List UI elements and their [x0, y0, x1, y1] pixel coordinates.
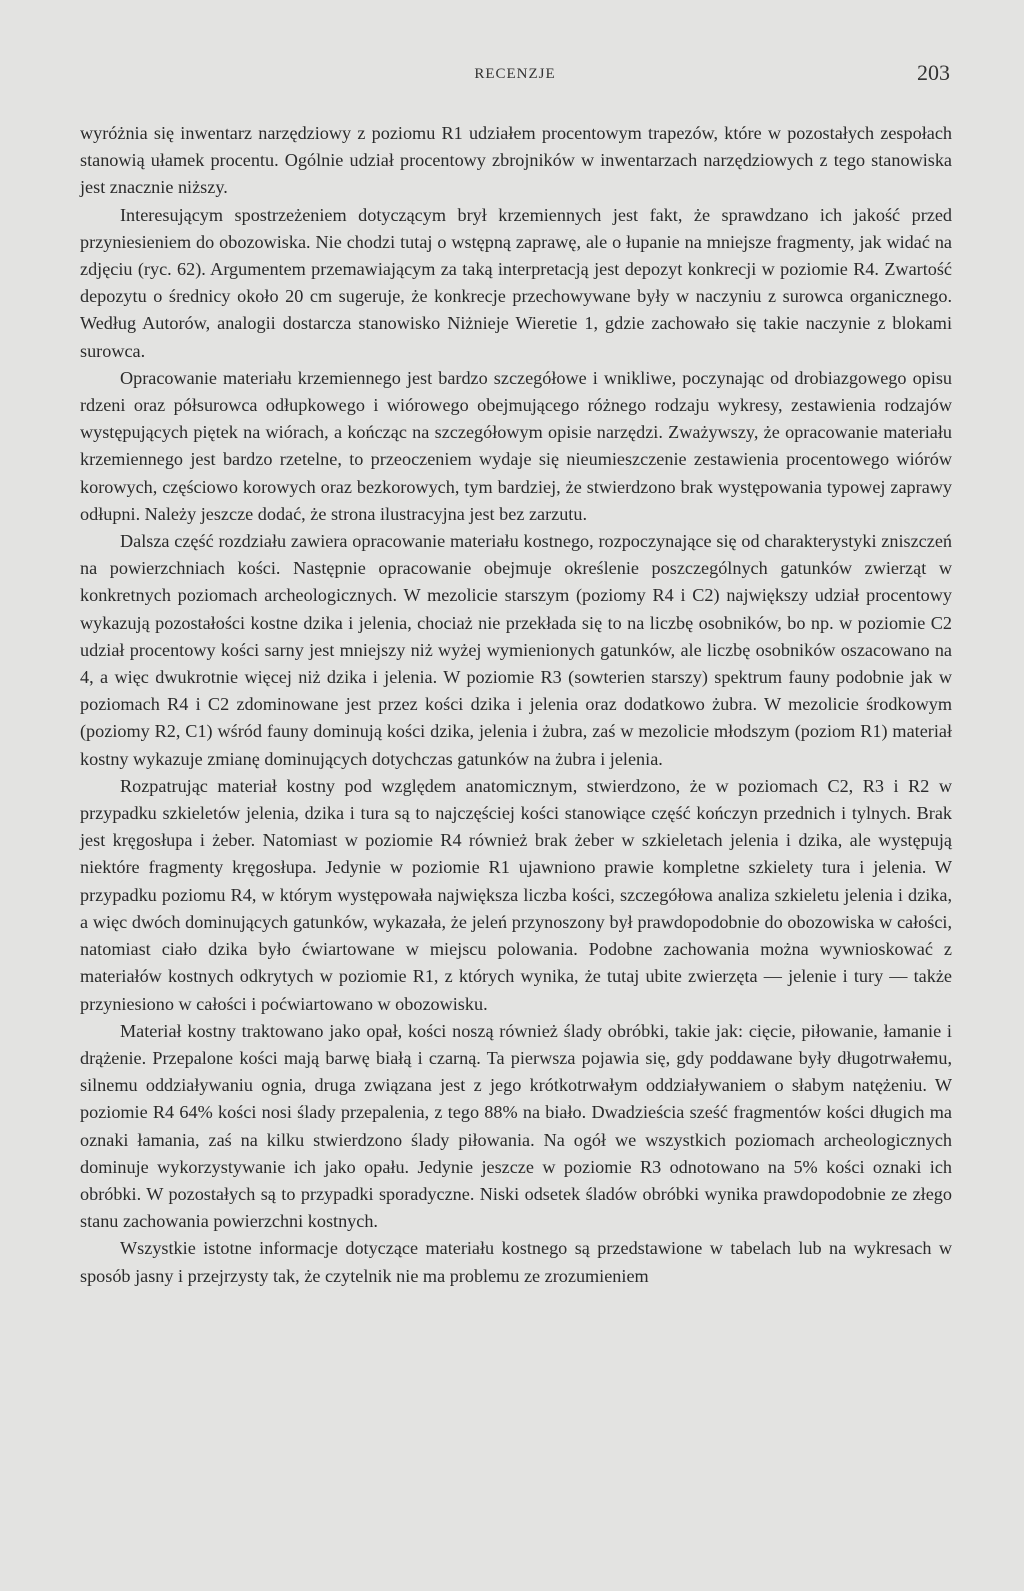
paragraph: wyróżnia się inwentarz narzędziowy z poziomu R1 udziałem procentowym trapezów, które w pozostałych zespołach stanowią ułamek procentu. Ogólnie udział procentowy zbrojników w inwentarzach narzędziowych z tego stanowiska jest znacznie niższy.: [80, 123, 952, 198]
paragraph: Wszystkie istotne informacje dotyczące materiału kostnego są przedstawione w tabelach lub na wykresach w sposób jasny i przejrzysty tak, że czytelnik nie ma problemu ze zrozumieniem: [80, 1238, 952, 1286]
paragraph: Opracowanie materiału krzemiennego jest bardzo szczegółowe i wnikliwe, poczynając od drobiazgowego opisu rdzeni oraz półsurowca odłupkowego i wiórowego obejmującego różnego rodzaju wykresy, zestawienia rodzajów występujących piętek na wiórach, a kończąc na szczegółowym opisie narzędzi. Zważywszy, że opracowanie materiału krzemiennego jest bardzo rzetelne, to przeoczeniem wydaje się nieumieszczenie zestawienia procentowego wiórów korowych, częściowo korowych oraz bezkorowych, tym bardziej, że stwierdzono brak występowania typowej zaprawy odłupni. Należy jeszcze dodać, że strona ilustracyjna jest bez zarzutu.: [80, 367, 952, 524]
paragraph: Materiał kostny traktowano jako opał, kości noszą również ślady obróbki, takie jak: cięcie, piłowanie, łamanie i drążenie. Przepalone kości mają barwę białą i czarną. Ta pierwsza pojawia się, gdy poddawane były długotrwałemu, silnemu oddziaływaniu ognia, druga związana jest z jego krótkotrwałym oddziaływaniem o słabym natężeniu. W poziomie R4 64% kości nosi ślady przepalenia, z tego 88% na biało. Dwadzieścia sześć fragmentów kości długich ma oznaki łamania, zaś na kilku stwierdzono ślady piłowania. Na ogół we wszystkich poziomach archeologicznych dominuje wykorzystywanie ich jako opału. Jedynie jeszcze w poziomie R3 odnotowano na 5% kości oznaki ich obróbki. W pozostałych są to przypadki sporadyczne. Niski odsetek śladów obróbki wynika prawdopodobnie ze złego stanu zachowania powierzchni kostnych.: [80, 1020, 952, 1232]
running-head: [80, 60, 950, 90]
section-title: RECENZJE: [474, 66, 556, 82]
paragraph: Dalsza część rozdziału zawiera opracowanie materiału kostnego, rozpoczynające się od charakterystyki zniszczeń na powierzchniach kości. Następnie opracowanie obejmuje określenie poszczególnych gatunków zwierząt w konkretnych poziomach archeologicznych. W mezolicie starszym (poziomy R4 i C2) największy udział procentowy wykazują pozostałości kostne dzika i jelenia, chociaż nie przekłada się to na liczbę osobników, bo np. w poziomie C2 udział procentowy kości sarny jest mniejszy niż wyżej wymienionych gatunków, ale liczbę osobników oszacowano na 4, a więc dwukrotnie więcej niż dzika i jelenia. W poziomie R3 (sowterien starszy) spektrum fauny podobnie jak w poziomach R4 i C2 zdominowane jest przez kości dzika i jelenia oraz dodatkowo żubra. W mezolicie środkowym (poziomy R2, C1) wśród fauny dominują kości dzika, jelenia i żubra, zaś w mezolicie młodszym (poziom R1) materiał kostny wykazuje zmianę dominujących dotychczas gatunków na żubra i jelenia.: [80, 531, 952, 769]
paragraph: Interesującym spostrzeżeniem dotyczącym brył krzemiennych jest fakt, że sprawdzano ich jakość przed przyniesieniem do obozowiska. Nie chodzi tutaj o wstępną zaprawę, ale o łupanie na mniejsze fragmenty, jak widać na zdjęciu (ryc. 62). Argumentem przemawiającym za taką interpretacją jest depozyt konkrecji w poziomie R4. Zwartość depozytu o średnicy około 20 cm sugeruje, że konkrecje przechowywane były w naczyniu z surowca organicznego. Według Autorów, analogii dostarcza stanowisko Niżnieje Wieretie 1, gdzie zachowało się takie naczynie z blokami surowca.: [80, 204, 952, 361]
page-number: 203: [917, 60, 950, 85]
paragraph: Rozpatrując materiał kostny pod względem anatomicznym, stwierdzono, że w poziomach C2, R3 i R2 w przypadku szkieletów jelenia, dzika i tura są to najczęściej kości stanowiące część kończyn przednich i tylnych. Brak jest kręgosłupa i żeber. Natomiast w poziomie R4 również brak żeber w szkieletach jelenia i dzika, ale występują niektóre fragmenty kręgosłupa. Jedynie w poziomie R1 ujawniono prawie kompletne szkielety tura i jelenia. W przypadku poziomu R4, w którym występowała największa liczba kości, szczegółowa analiza szkieletu jelenia i dzika, a więc dwóch dominujących gatunków, wykazała, że jeleń przynoszony był prawdopodobnie do obozowiska w całości, natomiast ciało dzika było ćwiartowane w miejscu polowania. Podobne zachowania można wywnioskować z materiałów kostnych odkrytych w poziomie R1, z których wynika, że tutaj ubite zwierzęta — jelenie i tury — także przyniesiono w całości i poćwiartowano w obozowisku.: [80, 775, 952, 1014]
body-text: [80, 120, 952, 1290]
